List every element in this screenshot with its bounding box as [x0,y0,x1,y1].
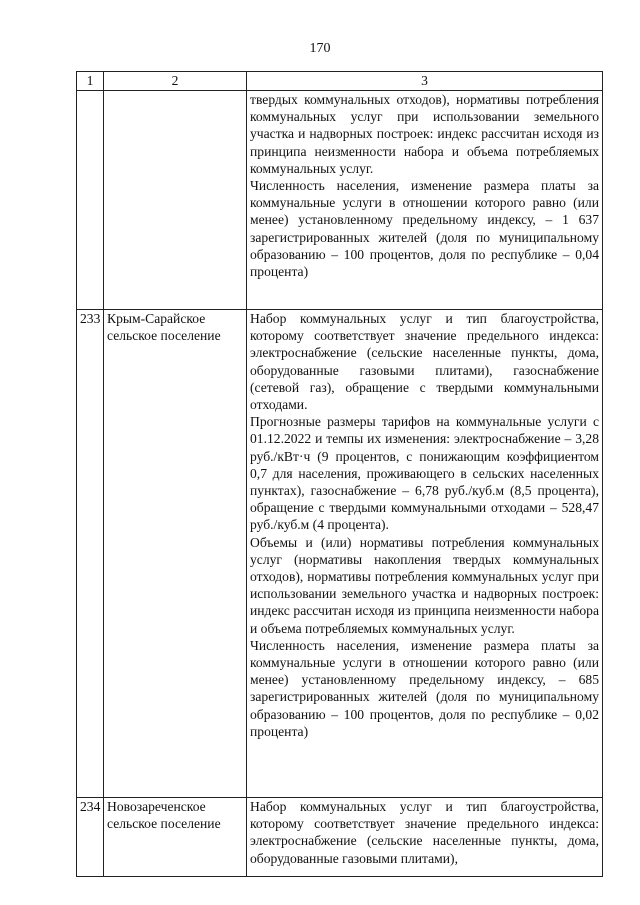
paragraph: Набор коммунальных услуг и тип благоустройства, которому соответствует значение предельного индекса: электроснабжение (сельские населенные пункты, дома, оборудованные газовыми плитами), [250,799,599,866]
settlement-name [104,91,247,310]
page-number: 170 [309,41,331,56]
settlement-name: Новозареченское сельское поселение [104,798,247,877]
settlement-name: Крым-Сарайское сельское поселение [104,310,247,798]
paragraph: Набор коммунальных услуг и тип благоустройства, которому соответствует значение предельного индекса: электроснабжение (сельские населенные пункты, дома, оборудованные газовыми плитами), газоснабжение (сетевой газ), обращение с твердыми коммунальными отходами. [250,311,599,413]
paragraph: Прогнозные размеры тарифов на коммунальные услуги с 01.12.2022 и темпы их изменения: электроснабжение – 3,28 руб./кВт·ч (9 процентов, с понижающим коэффициентом 0,7 для населения, проживающего в сельских населенных пунктах), газоснабжение – 6,78 руб./куб.м (8,5 процента), обращение с твердыми коммунальными отходами – 528,47 руб./куб.м (4 процента). [250,414,599,533]
table-row [77,91,603,310]
paragraph: Численность населения, изменение размера платы за коммунальные услуги в отношении которого равно (или менее) установленному предельному индексу, – 1 637 зарегистрированных жителей (доля по муниципальному образованию – 100 процентов, доля по республике – 0,04 процента) [250,178,599,280]
paragraph: Объемы и (или) нормативы потребления коммунальных услуг (нормативы накопления твердых коммунальных отходов), нормативы потребления коммунальных услуг при использовании земельного участка и надворных построек: индекс рассчитан исходя из принципа неизменности набора и объема потребляемых коммунальных услуг. [250,534,599,636]
tariff-table [76,71,603,877]
table-header-row [77,72,603,91]
row-description [247,91,603,310]
row-number [77,91,104,310]
row-description [247,798,603,877]
header-col-3: 3 [247,72,603,91]
header-col-2: 2 [104,72,247,91]
row-number: 234 [77,798,104,877]
paragraph: Численность населения, изменение размера платы за коммунальные услуги в отношении которого равно (или менее) установленному предельному индексу, – 685 зарегистрированных жителей (доля по муниципальному образованию – 100 процентов, доля по республике – 0,02 процента) [250,637,599,739]
table-row [77,798,603,877]
table-row [77,310,603,798]
paragraph: твердых коммунальных отходов), нормативы потребления коммунальных услуг при использовании земельного участка и надворных построек: индекс рассчитан исходя из принципа неизменности набора и объема потребляемых коммунальных услуг. [250,92,599,176]
row-description [247,310,603,798]
header-col-1: 1 [77,72,104,91]
row-number: 233 [77,310,104,798]
